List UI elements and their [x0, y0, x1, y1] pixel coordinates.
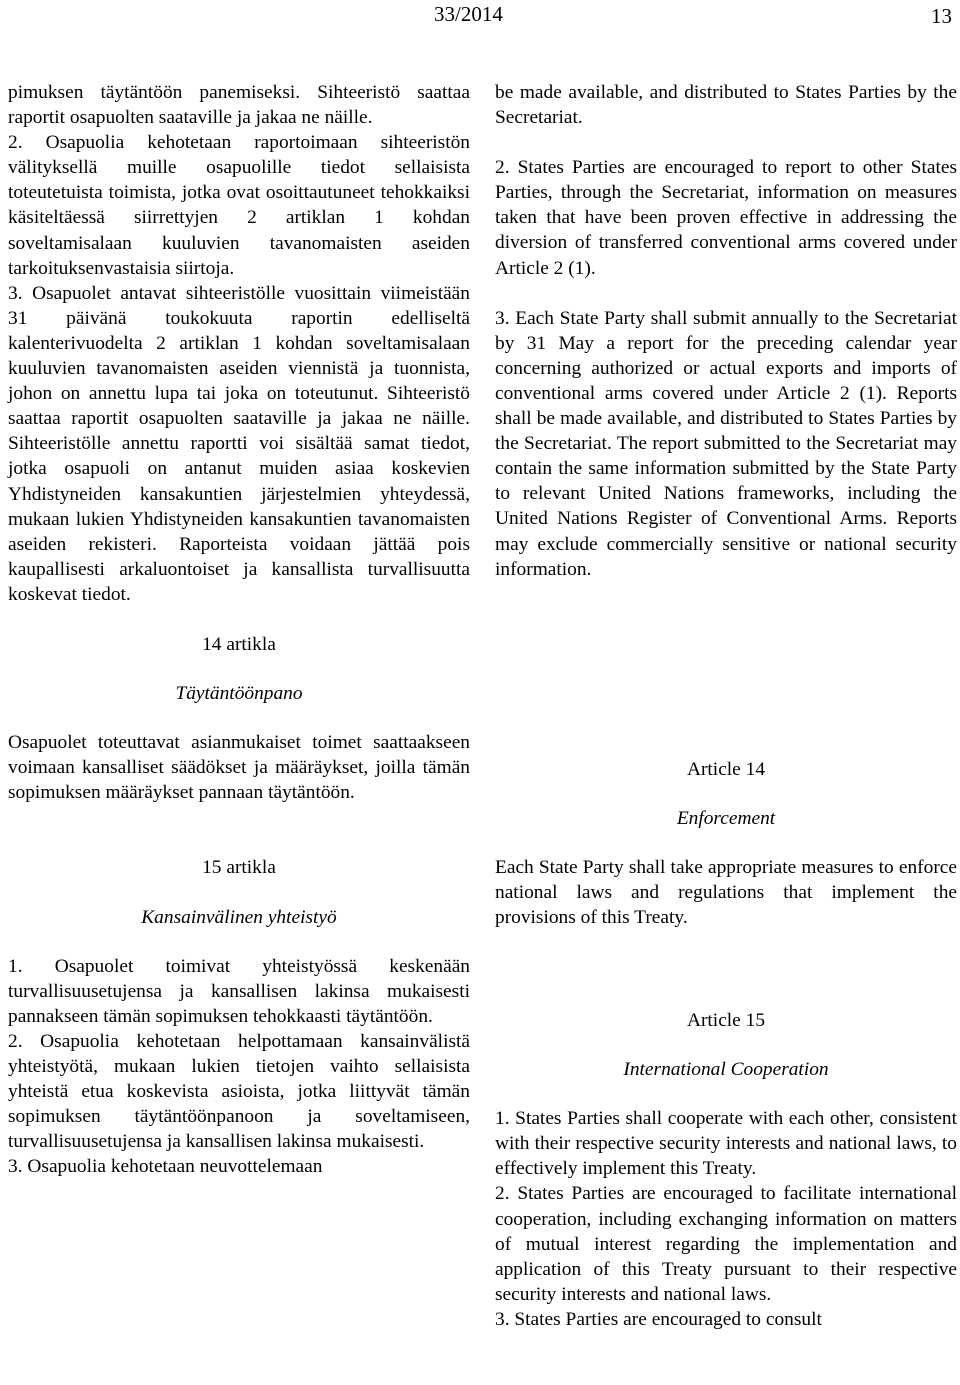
en-paragraph-2: 2. States Parties are encouraged to report to other States Parties, through the Secretariat, information on measures taken that have been proven effective in addressing the diversion of transferred conventional arms covered under Article 2 (1).	[495, 157, 957, 279]
fi-article-14-text: Osapuolet toteuttavat asianmukaiset toimet saattaakseen voimaan kansalliset säädökset ja määräykset, joilla tämän sopimuksen määräykset pannaan täytäntöön.	[8, 732, 470, 804]
fi-carryover-paragraph: pimuksen täytäntöön panemiseksi. Sihteeristö saattaa raportit osapuolten saataville ja jakaa ne näille.	[8, 82, 470, 129]
english-article-14-block	[495, 757, 957, 930]
en-article-15-paragraph-3: 3. States Parties are encouraged to consult	[495, 1308, 822, 1330]
en-article-14-text: Each State Party shall take appropriate measures to enforce national laws and regulations that implement the provisions of this Treaty.	[495, 857, 957, 929]
en-article-15-paragraph-2: 2. States Parties are encouraged to facilitate international cooperation, including exchanging information on matters of mutual interest regarding the implementation and application of this Treaty pursuant to their respective security interests and national laws.	[495, 1183, 957, 1305]
issue-number: 33/2014	[434, 2, 503, 26]
finnish-column	[8, 80, 470, 1179]
english-article-15-block	[495, 1008, 957, 1332]
en-article-14-title: Enforcement	[676, 808, 776, 830]
fi-article-15-title: Kansainvälinen yhteistyö	[141, 906, 337, 928]
en-article-15-title: International Cooperation	[623, 1059, 829, 1081]
page-number: 13	[931, 4, 952, 28]
fi-article-15-paragraph-2: 2. Osapuolia kehotetaan helpottamaan kansainvälistä yhteistyötä, mukaan lukien tietojen vaihto sellaisista yhteistä etua koskevista asioista, jotka liittyvät tämän sopimuksen täytäntöönpanoon ja soveltamiseen, turvallisuusetujensa ja kansallisen lakinsa mukaisesti.	[8, 1030, 470, 1153]
en-article-15-heading: Article 15	[686, 1010, 766, 1031]
fi-article-15-paragraph-1: 1. Osapuolet toimivat yhteistyössä keskenään turvallisuusetujensa ja kansallisen lakinsa mukaisesti pannakseen tämän sopimuksen tehokkaasti täytäntöön.	[8, 955, 470, 1027]
en-article-15-paragraph-1: 1. States Parties shall cooperate with each other, consistent with their respective security interests and national laws, to effectively implement this Treaty.	[495, 1108, 957, 1180]
fi-article-15-heading: 15 artikla	[202, 857, 276, 879]
fi-paragraph-2: 2. Osapuolia kehotetaan raportoimaan sihteeristön välityksellä muille osapuolille tiedot sellaisista toteutetuista toimista, jotka ovat osoittautuneet tehokkaiksi käsiteltäessä siirrettyjen 2 artiklan 1 kohdan soveltamisalaan kuuluvien tavanomaisten aseiden tarkoituksenvastaisia siirtoja.	[8, 132, 470, 279]
page-header	[0, 0, 960, 40]
fi-article-14-title: Täytäntöönpano	[175, 683, 303, 705]
en-carryover-paragraph: be made available, and distributed to States Parties by the Secretariat.	[495, 82, 957, 129]
fi-paragraph-3: 3. Osapuolet antavat sihteeristölle vuosittain viimeistään 31 päivänä toukokuuta raportin edelliseltä kalenterivuodelta 2 artiklan 1 kohdan soveltamisalaan kuuluvien tavanomaisten aseiden viennistä ja tuonnista, johon on annettu lupa tai joka on toteutunut. Sihteeristö saattaa raportit osapuolten saataville ja jakaa ne näille. Sihteeristölle annettu raportti voi sisältää samat tiedot, jotka osapuoli on antanut muiden asiaa koskevien Yhdistyneiden kansakuntien järjestelmien yhteydessä, mukaan lukien Yhdistyneiden kansakuntien tavanomaisten aseiden rekisteri. Raporteista voidaan jättää pois kaupallisesti arkaluontoiset ja kansallista turvallisuutta koskevat tiedot.	[8, 282, 470, 605]
en-article-14-heading: Article 14	[686, 759, 766, 780]
english-column	[495, 80, 957, 582]
fi-article-14-heading: 14 artikla	[202, 633, 276, 655]
en-paragraph-3: 3. Each State Party shall submit annually to the Secretariat by 31 May a report for the preceding calendar year concerning authorized or actual exports and imports of conventional arms covered under Article 2 (1). Reports shall be made available, and distributed to States Parties by the Secretariat. The report submitted to the Secretariat may contain the same information submitted by the State Party to relevant United Nations frameworks, including the United Nations Register of Conventional Arms. Reports may exclude commercially sensitive or national security information.	[495, 307, 957, 580]
fi-article-15-paragraph-3: 3. Osapuolia kehotetaan neuvottelemaan	[8, 1156, 323, 1178]
